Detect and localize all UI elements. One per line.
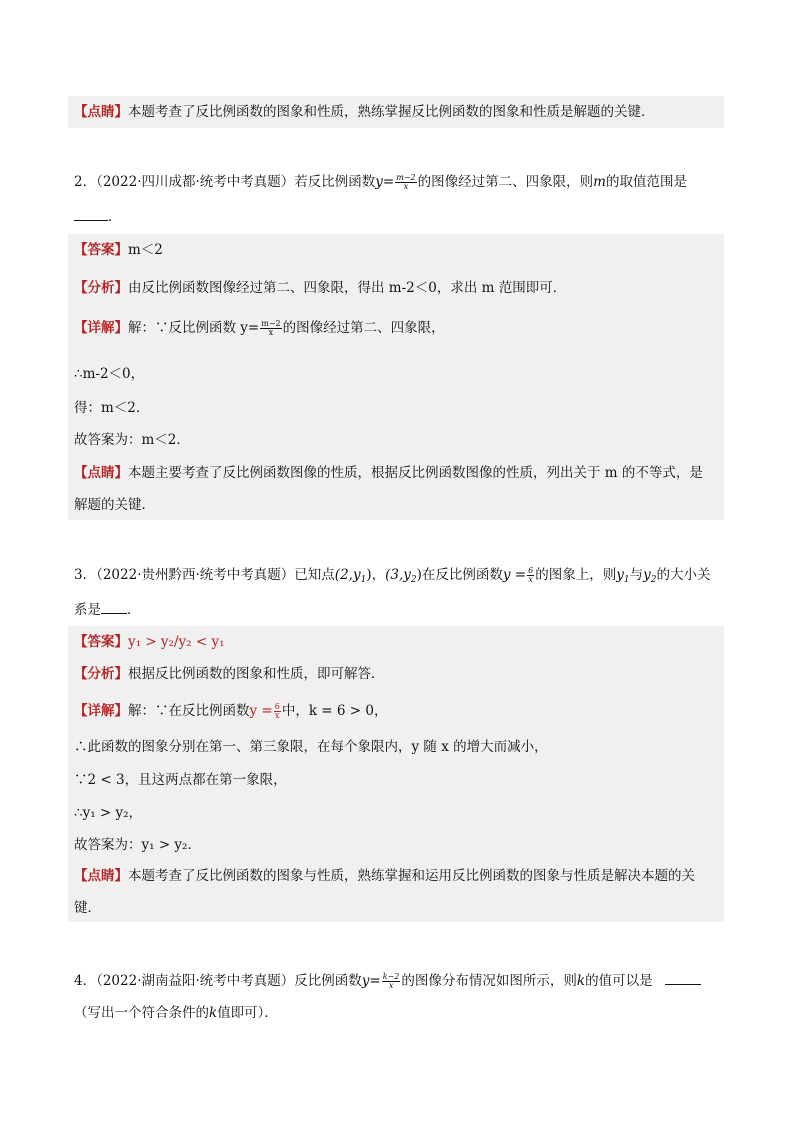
answer-blank[interactable]: [101, 599, 127, 614]
stem-end: ．: [127, 602, 141, 618]
comment-tag: 【点睛】: [74, 104, 128, 120]
answer-blank[interactable]: [665, 970, 701, 985]
question-source: （2022·贵州黔西·统考中考真题）: [96, 567, 295, 583]
detail-line: [74, 318, 445, 338]
comment-line: [74, 102, 655, 122]
fraction: [382, 973, 401, 990]
step-line: 故答案为：m＜2．: [74, 432, 190, 448]
answer-line: [74, 632, 225, 652]
fraction-denominator: x: [403, 182, 409, 191]
stem-text: 的图像经过第二、四象限，则: [417, 174, 594, 190]
question-2-blank-line: [74, 206, 122, 227]
stem-text: 系是: [74, 602, 101, 618]
variable-y2: y: [643, 567, 651, 583]
variable-k: k: [209, 1005, 218, 1021]
subscript: 1: [360, 575, 367, 585]
question-number: 3．: [74, 567, 97, 583]
question-2-stem: [74, 172, 687, 192]
stem-text: 的图像分布情况如图所示，则: [401, 973, 577, 989]
comment-line-2: 解题的关键．: [74, 497, 155, 513]
answer-blank[interactable]: [74, 206, 108, 221]
step-line: 故答案为：y₁ > y₂．: [74, 837, 201, 853]
fraction-numerator: m−2: [261, 319, 281, 328]
point-1: (2,y: [334, 567, 361, 583]
detail-tag: 【详解】: [74, 703, 128, 719]
stem-text: 值即可）．: [217, 1005, 278, 1021]
stem-text: 的大小关: [656, 567, 711, 583]
stem-text: 在反比例函数: [421, 567, 503, 583]
fraction-numerator: k−2: [382, 972, 400, 981]
analysis-text: 由反比例函数图像经过第二、四象限，得出 m-2＜0，求出 m 范围即可．: [128, 280, 567, 296]
question-4-line-2: [74, 1003, 278, 1023]
comment-tag: 【点睛】: [74, 465, 128, 481]
detail-tag: 【详解】: [74, 320, 128, 336]
function-y: y =: [502, 567, 527, 583]
function-y: y=: [361, 973, 381, 989]
function-y: y =: [249, 703, 273, 719]
stem-text: 已知点: [294, 567, 335, 583]
question-source: （2022·湖南益阳·统考中考真题）: [96, 973, 295, 989]
stem-text: 若反比例函数: [294, 174, 376, 190]
stem-text: 与: [629, 567, 644, 583]
detail-line: [74, 701, 387, 721]
answer-text: m＜2: [128, 242, 163, 258]
comment-text: 本题主要考查了反比例函数图像的性质，根据反比例函数图像的性质，列出关于 m 的不等式，是: [128, 465, 703, 481]
fraction: [260, 320, 281, 337]
question-source: （2022·四川成都·统考中考真题）: [96, 174, 295, 190]
detail-text: 解：∵在反比例函数: [128, 703, 250, 719]
fraction-numerator: 6: [528, 566, 534, 575]
question-3-blank-line: [74, 599, 141, 620]
stem-text: 的图象上，则: [535, 567, 617, 583]
comment-text: 本题考查了反比例函数的图象和性质，熟练掌握反比例函数的图象和性质是解题的关键．: [128, 104, 655, 120]
answer-tag: 【答案】: [74, 242, 128, 258]
fraction-denominator: x: [528, 575, 533, 584]
answer-text: y₁ > y₂/y₂ < y₁: [128, 634, 225, 650]
stem-end: ．: [108, 209, 122, 225]
stem-text: 的取值范围是: [605, 174, 687, 190]
question-number: 4．: [74, 973, 97, 989]
step-line: ∴y₁ > y₂，: [74, 805, 143, 821]
stem-text: 反比例函数: [294, 973, 362, 989]
answer-line: [74, 240, 163, 260]
question-4-stem: [74, 970, 701, 991]
detail-text: 解：∵反比例函数 y=: [128, 320, 260, 336]
subscript: 2: [650, 575, 657, 585]
analysis-text: 根据反比例函数的图象和性质，即可解答．: [128, 666, 385, 682]
subscript: 2: [410, 575, 417, 585]
fraction-denominator: x: [268, 328, 274, 337]
step-line: ∴m-2＜0，: [74, 366, 145, 382]
subscript: 1: [623, 575, 630, 585]
answer-tag: 【答案】: [74, 634, 128, 650]
comment-tag: 【点睛】: [74, 868, 128, 884]
fraction-denominator: x: [275, 711, 280, 720]
point-2: (3,y: [385, 567, 411, 583]
comment-text: 本题考查了反比例函数的图象与性质，熟练掌握和运用反比例函数的图象与性质是解决本题的关: [128, 868, 695, 884]
stem-text: 的值可以是: [585, 973, 653, 989]
stem-text: )，: [366, 567, 386, 583]
analysis-tag: 【分析】: [74, 280, 128, 296]
stem-text: ): [416, 567, 422, 583]
stem-text: （写出一个符合条件的: [74, 1005, 209, 1021]
analysis-line: [74, 664, 385, 684]
comment-line-2: 键．: [74, 900, 101, 916]
fraction-numerator: 6: [274, 702, 280, 711]
step-line: ∵2 < 3，且这两点都在第一象限，: [74, 772, 287, 788]
fraction-denominator: x: [388, 981, 394, 990]
fraction: [395, 174, 416, 191]
analysis-tag: 【分析】: [74, 666, 128, 682]
detail-text: 的图像经过第二、四象限，: [282, 320, 445, 336]
detail-text: 中，k = 6 > 0，: [281, 703, 388, 719]
question-number: 2．: [74, 174, 97, 190]
function-y: y=: [375, 174, 395, 190]
variable-y1: y: [616, 567, 624, 583]
analysis-line: [74, 278, 566, 298]
step-line: ∴此函数的图象分别在第一、第三象限，在每个象限内，y 随 x 的增大而减小，: [74, 739, 548, 755]
step-line: 得：m＜2．: [74, 400, 150, 416]
comment-line: [74, 866, 695, 886]
fraction: [274, 703, 281, 720]
question-3-stem: [74, 565, 710, 590]
fraction: [527, 567, 534, 584]
variable-m: m: [593, 174, 606, 190]
variable-k: k: [576, 973, 586, 989]
fraction-numerator: m−2: [396, 173, 416, 182]
comment-line: [74, 463, 703, 483]
